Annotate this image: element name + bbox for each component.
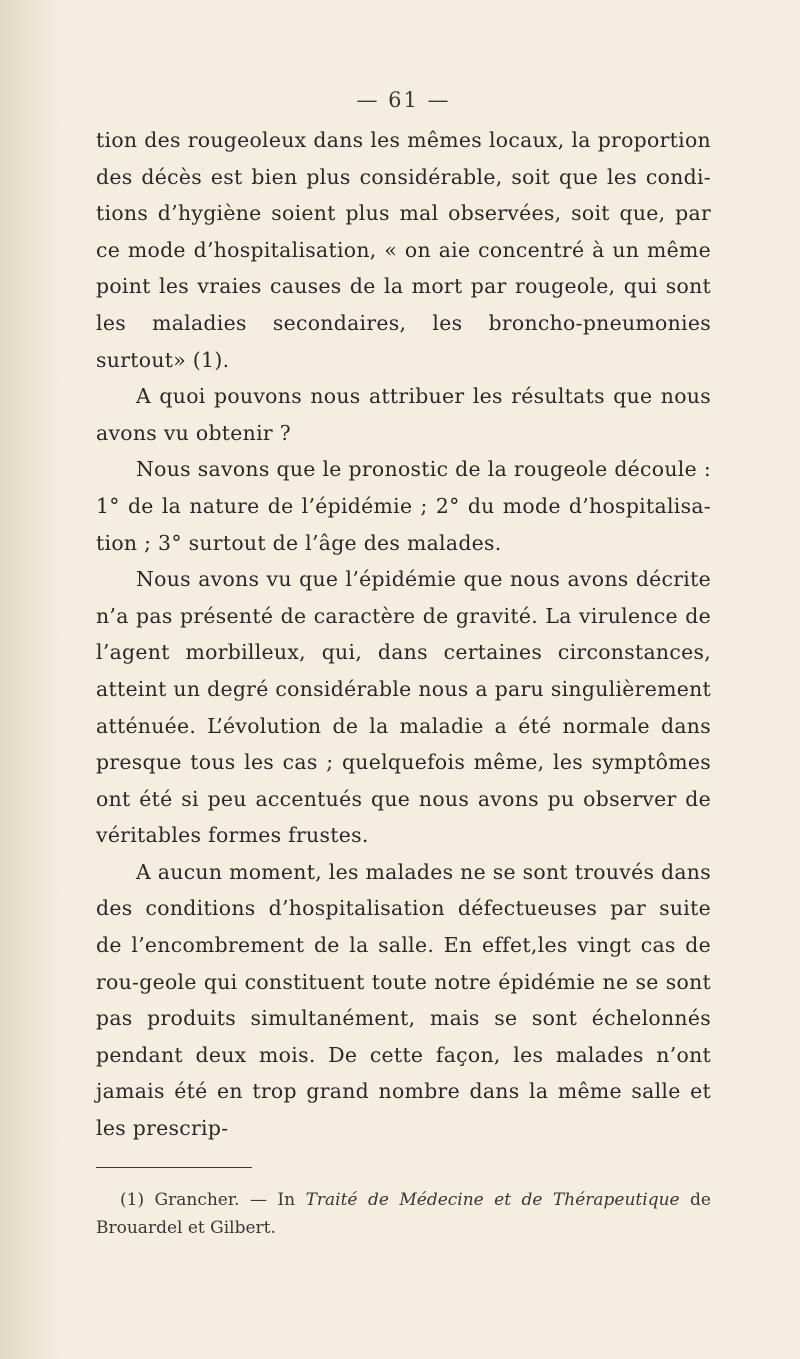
footnote-title: Traité de Médecine et de Thérapeutique [305, 1189, 680, 1210]
paragraph-hospitalisation: A aucun moment, les malades ne se sont trouvés dans des conditions d’hospitalisation défectueuses par suite de l’encombrement de la salle. En effet,les vingt cas de rou-geole qui constituent toute notre épidémie ne se sont pas produits simultanément, mais se sont échelonnés pendant deux mois. De cette façon, les malades n’ont jamais été en trop grand nombre dans la même salle et les prescrip- [96, 859, 711, 1141]
paragraph-prognosis: Nous savons que le pronostic de la rougeole découle : 1° de la nature de l’épidémie ; 2° du mode d’hospitalisa-tion ; 3° surtout de l’âge des malades. [96, 457, 711, 555]
footnote-marker: (1) Grancher. — In [120, 1189, 306, 1210]
page-edge-shadow [0, 0, 60, 1359]
footnote-divider [96, 1167, 252, 1168]
paragraph-continuation: tion des rougeoleux dans les mêmes locaux, la proportion des décès est bien plus considérable, soit que les condi-tions d’hygiène soient plus mal observées, soit que, par ce mode d’hospitalisation, « on aie concentré à un même point les vraies causes de la mort par rougeole, qui sont les maladies secondaires, les broncho-pneumonies surtout» (1). [96, 128, 711, 372]
paragraph-epidemic: Nous avons vu que l’épidémie que nous avons décrite n’a pas présenté de caractère de gravité. La virulence de l’agent morbilleux, qui, dans certaines circonstances, atteint un degré considérable nous a paru singulièrement atténuée. L’évolution de la maladie a été normale dans presque tous les cas ; quelquefois même, les symptômes ont été si peu accentués que nous avons pu observer de véritables formes frustes. [96, 567, 711, 848]
footnote [96, 1186, 711, 1242]
page-number: — 61 — [356, 88, 451, 112]
body-text [96, 122, 711, 1147]
book-page [96, 88, 711, 1242]
footnote-rest: de Brouardel et Gilbert. [96, 1189, 711, 1238]
paragraph-question: A quoi pouvons nous attribuer les résultats que nous avons vu obtenir ? [96, 384, 711, 445]
